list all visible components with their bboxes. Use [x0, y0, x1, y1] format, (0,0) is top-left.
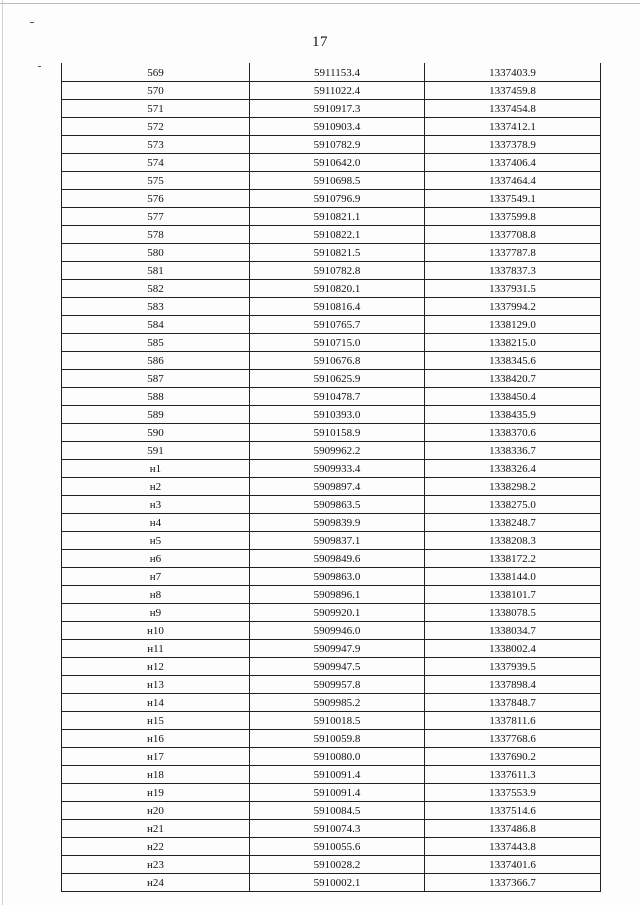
scan-speck — [38, 66, 41, 67]
x-coordinate-cell: 5910002.1 — [250, 874, 425, 892]
point-id-cell: 581 — [62, 262, 250, 280]
point-id-cell: н10 — [62, 622, 250, 640]
x-coordinate-cell: 5910715.0 — [250, 334, 425, 352]
point-id-cell: 590 — [62, 424, 250, 442]
x-coordinate-cell: 5909863.0 — [250, 568, 425, 586]
point-id-cell: 584 — [62, 316, 250, 334]
x-coordinate-cell: 5910028.2 — [250, 856, 425, 874]
y-coordinate-cell: 1337366.7 — [425, 874, 601, 892]
table-row — [62, 802, 601, 820]
y-coordinate-cell: 1338450.4 — [425, 388, 601, 406]
y-coordinate-cell: 1337378.9 — [425, 136, 601, 154]
table-row — [62, 154, 601, 172]
table-row — [62, 370, 601, 388]
table-row — [62, 532, 601, 550]
y-coordinate-cell: 1338208.3 — [425, 532, 601, 550]
y-coordinate-cell: 1338370.6 — [425, 424, 601, 442]
y-coordinate-cell: 1337898.4 — [425, 676, 601, 694]
x-coordinate-cell: 5910080.0 — [250, 748, 425, 766]
table-row — [62, 208, 601, 226]
table-row — [62, 730, 601, 748]
point-id-cell: 582 — [62, 280, 250, 298]
y-coordinate-cell: 1338078.5 — [425, 604, 601, 622]
table-row — [62, 874, 601, 892]
x-coordinate-cell: 5910903.4 — [250, 118, 425, 136]
point-id-cell: н14 — [62, 694, 250, 712]
table-row — [62, 280, 601, 298]
point-id-cell: 578 — [62, 226, 250, 244]
x-coordinate-cell: 5909957.8 — [250, 676, 425, 694]
point-id-cell: н17 — [62, 748, 250, 766]
table-row — [62, 856, 601, 874]
y-coordinate-cell: 1338420.7 — [425, 370, 601, 388]
x-coordinate-cell: 5910821.1 — [250, 208, 425, 226]
point-id-cell: н7 — [62, 568, 250, 586]
y-coordinate-cell: 1337553.9 — [425, 784, 601, 802]
scan-edge-top — [0, 3, 640, 4]
y-coordinate-cell: 1338172.2 — [425, 550, 601, 568]
y-coordinate-cell: 1337549.1 — [425, 190, 601, 208]
x-coordinate-cell: 5909837.1 — [250, 532, 425, 550]
point-id-cell: н20 — [62, 802, 250, 820]
point-id-cell: н23 — [62, 856, 250, 874]
table-row — [62, 766, 601, 784]
y-coordinate-cell: 1337811.6 — [425, 712, 601, 730]
table-row — [62, 226, 601, 244]
y-coordinate-cell: 1337401.6 — [425, 856, 601, 874]
point-id-cell: н15 — [62, 712, 250, 730]
x-coordinate-cell: 5910018.5 — [250, 712, 425, 730]
table-row — [62, 838, 601, 856]
point-id-cell: н9 — [62, 604, 250, 622]
point-id-cell: н16 — [62, 730, 250, 748]
y-coordinate-cell: 1337690.2 — [425, 748, 601, 766]
x-coordinate-cell: 5910782.9 — [250, 136, 425, 154]
y-coordinate-cell: 1338034.7 — [425, 622, 601, 640]
x-coordinate-cell: 5910158.9 — [250, 424, 425, 442]
point-id-cell: 569 — [62, 64, 250, 82]
x-coordinate-cell: 5910765.7 — [250, 316, 425, 334]
table-row — [62, 478, 601, 496]
table-row — [62, 334, 601, 352]
x-coordinate-cell: 5911022.4 — [250, 82, 425, 100]
point-id-cell: 571 — [62, 100, 250, 118]
x-coordinate-cell: 5909839.9 — [250, 514, 425, 532]
y-coordinate-cell: 1338129.0 — [425, 316, 601, 334]
y-coordinate-cell: 1337443.8 — [425, 838, 601, 856]
x-coordinate-cell: 5909947.5 — [250, 658, 425, 676]
x-coordinate-cell: 5910820.1 — [250, 280, 425, 298]
y-coordinate-cell: 1337454.8 — [425, 100, 601, 118]
point-id-cell: н11 — [62, 640, 250, 658]
x-coordinate-cell: 5909947.9 — [250, 640, 425, 658]
x-coordinate-cell: 5910821.5 — [250, 244, 425, 262]
y-coordinate-cell: 1337464.4 — [425, 172, 601, 190]
x-coordinate-cell: 5910917.3 — [250, 100, 425, 118]
x-coordinate-cell: 5910625.9 — [250, 370, 425, 388]
y-coordinate-cell: 1337837.3 — [425, 262, 601, 280]
y-coordinate-cell: 1338248.7 — [425, 514, 601, 532]
table-row — [62, 316, 601, 334]
page-number: 17 — [312, 34, 328, 50]
table-row — [62, 244, 601, 262]
point-id-cell: 586 — [62, 352, 250, 370]
point-id-cell: н4 — [62, 514, 250, 532]
point-id-cell: н6 — [62, 550, 250, 568]
x-coordinate-cell: 5910091.4 — [250, 784, 425, 802]
point-id-cell: н18 — [62, 766, 250, 784]
table-row — [62, 568, 601, 586]
table-row — [62, 640, 601, 658]
point-id-cell: 576 — [62, 190, 250, 208]
x-coordinate-cell: 5910084.5 — [250, 802, 425, 820]
x-coordinate-cell: 5910642.0 — [250, 154, 425, 172]
point-id-cell: 574 — [62, 154, 250, 172]
x-coordinate-cell: 5909946.0 — [250, 622, 425, 640]
coordinates-table-body — [62, 64, 601, 892]
table-row — [62, 136, 601, 154]
point-id-cell: 573 — [62, 136, 250, 154]
y-coordinate-cell: 1338101.7 — [425, 586, 601, 604]
point-id-cell: н12 — [62, 658, 250, 676]
point-id-cell: н2 — [62, 478, 250, 496]
x-coordinate-cell: 5911153.4 — [250, 64, 425, 82]
point-id-cell: н13 — [62, 676, 250, 694]
y-coordinate-cell: 1337994.2 — [425, 298, 601, 316]
y-coordinate-cell: 1338275.0 — [425, 496, 601, 514]
x-coordinate-cell: 5910074.3 — [250, 820, 425, 838]
y-coordinate-cell: 1337403.9 — [425, 64, 601, 82]
x-coordinate-cell: 5909897.4 — [250, 478, 425, 496]
table-row — [62, 496, 601, 514]
table-row — [62, 406, 601, 424]
point-id-cell: н5 — [62, 532, 250, 550]
table-row — [62, 604, 601, 622]
table-row — [62, 622, 601, 640]
point-id-cell: 570 — [62, 82, 250, 100]
point-id-cell: 588 — [62, 388, 250, 406]
x-coordinate-cell: 5910698.5 — [250, 172, 425, 190]
x-coordinate-cell: 5910822.1 — [250, 226, 425, 244]
scan-edge-left — [2, 0, 3, 905]
x-coordinate-cell: 5910676.8 — [250, 352, 425, 370]
point-id-cell: 589 — [62, 406, 250, 424]
table-row — [62, 550, 601, 568]
table-row — [62, 424, 601, 442]
point-id-cell: 577 — [62, 208, 250, 226]
y-coordinate-cell: 1338336.7 — [425, 442, 601, 460]
table-row — [62, 514, 601, 532]
point-id-cell: 580 — [62, 244, 250, 262]
y-coordinate-cell: 1338144.0 — [425, 568, 601, 586]
table-row — [62, 784, 601, 802]
table-row — [62, 82, 601, 100]
x-coordinate-cell: 5909962.2 — [250, 442, 425, 460]
table-row — [62, 100, 601, 118]
x-coordinate-cell: 5909933.4 — [250, 460, 425, 478]
point-id-cell: 583 — [62, 298, 250, 316]
y-coordinate-cell: 1337708.8 — [425, 226, 601, 244]
point-id-cell: н24 — [62, 874, 250, 892]
table-row — [62, 190, 601, 208]
table-row — [62, 676, 601, 694]
point-id-cell: 587 — [62, 370, 250, 388]
table-row — [62, 262, 601, 280]
point-id-cell: н19 — [62, 784, 250, 802]
table-row — [62, 586, 601, 604]
y-coordinate-cell: 1338326.4 — [425, 460, 601, 478]
x-coordinate-cell: 5910393.0 — [250, 406, 425, 424]
point-id-cell: н8 — [62, 586, 250, 604]
table-row — [62, 352, 601, 370]
y-coordinate-cell: 1337412.1 — [425, 118, 601, 136]
y-coordinate-cell: 1337848.7 — [425, 694, 601, 712]
x-coordinate-cell: 5909849.6 — [250, 550, 425, 568]
y-coordinate-cell: 1337486.8 — [425, 820, 601, 838]
y-coordinate-cell: 1338298.2 — [425, 478, 601, 496]
y-coordinate-cell: 1337406.4 — [425, 154, 601, 172]
point-id-cell: 575 — [62, 172, 250, 190]
table-row — [62, 460, 601, 478]
table-row — [62, 118, 601, 136]
y-coordinate-cell: 1337931.5 — [425, 280, 601, 298]
y-coordinate-cell: 1337459.8 — [425, 82, 601, 100]
x-coordinate-cell: 5909920.1 — [250, 604, 425, 622]
table-row — [62, 658, 601, 676]
table-row — [62, 298, 601, 316]
point-id-cell: н22 — [62, 838, 250, 856]
y-coordinate-cell: 1337514.6 — [425, 802, 601, 820]
x-coordinate-cell: 5910059.8 — [250, 730, 425, 748]
coordinates-table — [61, 63, 601, 892]
point-id-cell: н1 — [62, 460, 250, 478]
y-coordinate-cell: 1338215.0 — [425, 334, 601, 352]
y-coordinate-cell: 1337599.8 — [425, 208, 601, 226]
x-coordinate-cell: 5910091.4 — [250, 766, 425, 784]
table-row — [62, 748, 601, 766]
x-coordinate-cell: 5910782.8 — [250, 262, 425, 280]
table-row — [62, 64, 601, 82]
y-coordinate-cell: 1337611.3 — [425, 766, 601, 784]
point-id-cell: 572 — [62, 118, 250, 136]
table-row — [62, 388, 601, 406]
x-coordinate-cell: 5909985.2 — [250, 694, 425, 712]
x-coordinate-cell: 5910055.6 — [250, 838, 425, 856]
table-row — [62, 712, 601, 730]
y-coordinate-cell: 1338345.6 — [425, 352, 601, 370]
table-row — [62, 820, 601, 838]
x-coordinate-cell: 5909863.5 — [250, 496, 425, 514]
y-coordinate-cell: 1337939.5 — [425, 658, 601, 676]
point-id-cell: 591 — [62, 442, 250, 460]
y-coordinate-cell: 1338435.9 — [425, 406, 601, 424]
x-coordinate-cell: 5910816.4 — [250, 298, 425, 316]
y-coordinate-cell: 1337768.6 — [425, 730, 601, 748]
y-coordinate-cell: 1338002.4 — [425, 640, 601, 658]
scan-speck — [30, 22, 34, 23]
point-id-cell: н21 — [62, 820, 250, 838]
table-row — [62, 442, 601, 460]
x-coordinate-cell: 5910796.9 — [250, 190, 425, 208]
x-coordinate-cell: 5909896.1 — [250, 586, 425, 604]
x-coordinate-cell: 5910478.7 — [250, 388, 425, 406]
table-row — [62, 172, 601, 190]
point-id-cell: н3 — [62, 496, 250, 514]
y-coordinate-cell: 1337787.8 — [425, 244, 601, 262]
point-id-cell: 585 — [62, 334, 250, 352]
table-row — [62, 694, 601, 712]
